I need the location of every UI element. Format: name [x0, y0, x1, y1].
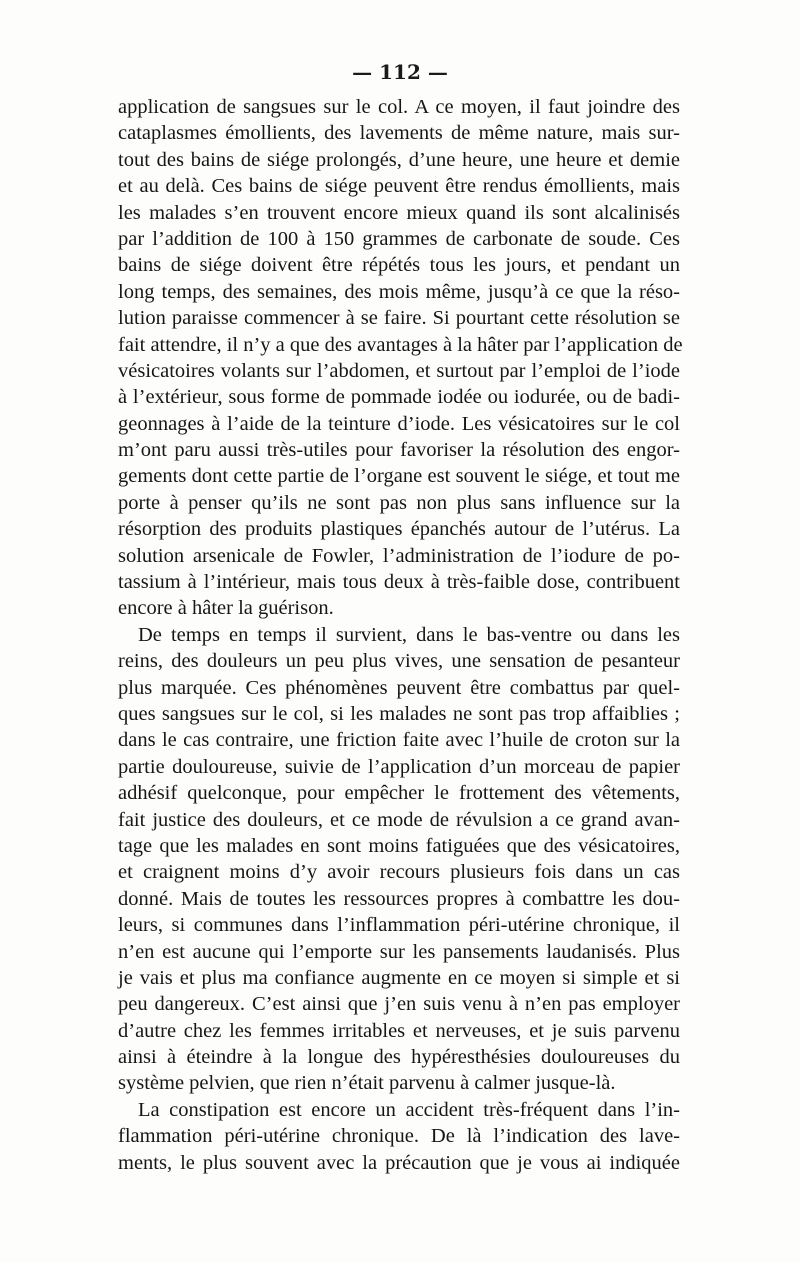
text-line: d’autre chez les femmes irritables et nerveuses, et je suis parvenu: [118, 1019, 680, 1042]
page-number: — 112 —: [352, 60, 448, 84]
text-line: solution arsenicale de Fowler, l’administration de l’iodure de po-: [118, 544, 680, 567]
text-line: donné. Mais de toutes les ressources propres à combattre les dou-: [118, 887, 680, 910]
text-line: application de sangsues sur le col. A ce moyen, il faut joindre des: [118, 96, 680, 118]
text-line: peu dangereux. C’est ainsi que j’en suis venu à n’en pas employer: [118, 993, 680, 1016]
text-line: tage que les malades en sont moins fatiguées que des vésicatoires,: [118, 834, 680, 857]
text-line: et craignent moins d’y avoir recours plusieurs fois dans un cas: [118, 861, 680, 884]
text-line: gements dont cette partie de l’organe est souvent le siége, et tout me: [118, 465, 680, 488]
text-line: reins, des douleurs un peu plus vives, une sensation de pesanteur: [118, 650, 680, 673]
text-line: flammation péri-utérine chronique. De là l’indication des lave-: [118, 1125, 680, 1148]
text-line: De temps en temps il survient, dans le bas-ventre ou dans les: [138, 623, 680, 646]
text-line: à l’extérieur, sous forme de pommade iodée ou iodurée, ou de badi-: [118, 386, 680, 409]
text-line: porte à penser qu’ils ne sont pas non plus sans influence sur la: [118, 491, 680, 514]
text-line: lution paraisse commencer à se faire. Si pourtant cette résolution se: [118, 307, 680, 330]
text-line: geonnages à l’aide de la teinture d’iode. Les vésicatoires sur le col: [118, 412, 680, 435]
text-line: je vais et plus ma confiance augmente en ce moyen si simple et si: [118, 966, 680, 989]
text-line: ments, le plus souvent avec la précaution que je vous ai indiquée: [118, 1151, 680, 1174]
text-line: les malades s’en trouvent encore mieux quand ils sont alcalinisés: [118, 201, 680, 224]
text-line: vésicatoires volants sur l’abdomen, et surtout par l’emploi de l’iode: [118, 359, 680, 382]
text-line: La constipation est encore un accident très-fréquent dans l’in-: [138, 1098, 680, 1121]
text-line: n’en est aucune qui l’emporte sur les pansements laudanisés. Plus: [118, 940, 680, 963]
text-line: ainsi à éteindre à la longue des hypéresthésies douloureuses du: [118, 1046, 680, 1069]
text-line: partie douloureuse, suivie de l’application d’un morceau de papier: [118, 755, 680, 778]
text-line: fait attendre, il n’y a que des avantages à la hâter par l’application de: [118, 333, 683, 356]
text-line: fait justice des douleurs, et ce mode de révulsion a ce grand avan-: [118, 808, 680, 831]
text-line: leurs, si communes dans l’inflammation péri-utérine chronique, il: [118, 914, 680, 937]
text-line: m’ont paru aussi très-utiles pour favoriser la résolution des engor-: [118, 439, 680, 462]
text-line: résorption des produits plastiques épanchés autour de l’utérus. La: [118, 518, 680, 541]
text-line: cataplasmes émollients, des lavements de même nature, mais sur-: [118, 122, 680, 145]
text-line: dans le cas contraire, une friction faite avec l’huile de croton sur la: [118, 729, 680, 752]
text-line: tassium à l’intérieur, mais tous deux à très-faible dose, contribuent: [118, 571, 680, 594]
text-line: par l’addition de 100 à 150 grammes de carbonate de soude. Ces: [118, 227, 680, 250]
text-line: ques sangsues sur le col, si les malades ne sont pas trop affaiblies ;: [118, 702, 680, 725]
text-line: tout des bains de siége prolongés, d’une heure, une heure et demie: [118, 148, 680, 171]
text-line: et au delà. Ces bains de siége peuvent être rendus émollients, mais: [118, 175, 680, 198]
text-line: plus marquée. Ces phénomènes peuvent être combattus par quel-: [118, 676, 680, 699]
text-line: long temps, des semaines, des mois même, jusqu’à ce que la réso-: [118, 280, 680, 303]
text-line: encore à hâter la guérison.: [118, 597, 334, 620]
text-line: adhésif quelconque, pour empêcher le frottement des vêtements,: [118, 782, 680, 805]
text-line: bains de siége doivent être répétés tous les jours, et pendant un: [118, 254, 680, 277]
text-line: système pelvien, que rien n’était parvenu à calmer jusque-là.: [118, 1072, 616, 1095]
body-text: [118, 94, 683, 1176]
